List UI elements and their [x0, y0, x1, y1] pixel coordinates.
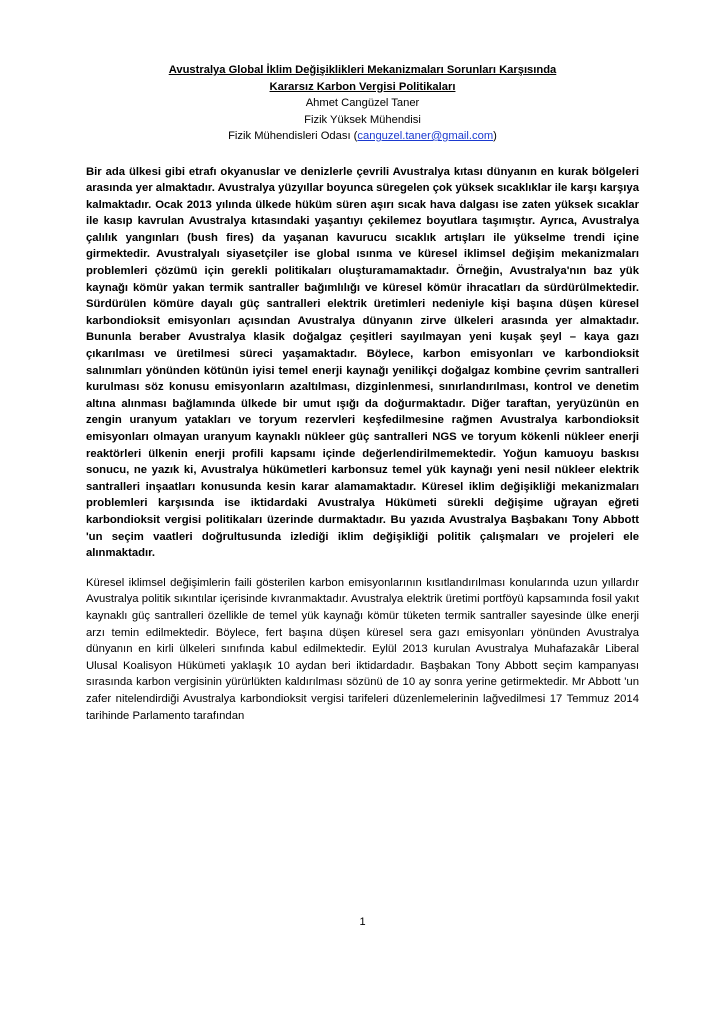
page-number: 1 [359, 916, 366, 928]
page-title-line-2: Kararsız Karbon Vergisi Politikaları [269, 80, 456, 93]
author-role: Fizik Yüksek Mühendisi [304, 113, 421, 126]
author-name: Ahmet Cangüzel Taner [305, 97, 420, 109]
author-organization [86, 128, 639, 145]
document-body [86, 164, 639, 725]
paragraph-1: Bir ada ülkesi gibi etrafı okyanuslar ve denizlerle çevrili Avustralya kıtası dünyanın en kurak bölgeleri arasında yer almaktadır. Avustralya yüzyıllar boyunca süregelen çok yüksek sıcaklıklar ile karşı karşıya kalmaktadır. Ocak 2013 yılında ülkede hüküm süren aşırı sıcak hava dalgası ise zaten yüksek sıcaklar ile kasıp kavrulan Avustralya kıtasındaki yaşantıyı çekilemez boyutlara taşımıştır. Ayrıca, Avustralya çalılık yangınları (bush fires) da yaşanan kavurucu sıcaklık artışları ile yükselme trendi içine girmektedir. Avustralyalı siyasetçiler ise global ısınma ve küresel iklimsel değişim mekanizmaları problemleri çözümü için gerekli politikaları oluşturamamaktadır. Örneğin, Avustralya'nın baz yük kaynağı kömür yakan termik santraller bağımlılığı ve küresel kömür ihracatları da sürdürülmektedir. Sürdürülen kömüre dayalı güç santralleri elektrik üretimleri nedeniyle kişi başına düşen küresel karbondioksit emisyonları açısından Avustralya dünyanın zirve ülkeleri arasında yer almaktadır. Bununla beraber Avustralya klasik doğalgaz çeşitleri sayılmayan yeni kuşak şeyl – kaya gazı çıkarılması ve üretilmesi süreci yaşamaktadır. Böylece, karbon emisyonları ve karbondioksit salınımları yönünden kötünün iyisi temel enerji kaynağı yenilikçi doğalgaz kombine çevrim santralleri kurulması söz konusu emisyonların azaltılması, dizginlenmesi, sınırlandırılması, kontrol ve denetim altına alınması bağlamında ülkede bir umut ışığı da doğurmaktadır. Diğer taraftan, yeryüzünün en zengin uranyum yatakları ve toryum rezervleri keşfedilmesine rağmen Avustralya karbondioksit emisyonları olmayan uranyum kaynaklı nükleer güç santralleri NGS ve toryum kökenli nükleer enerji reaktörleri ülkenin enerji profili kapsamı içinde değerlendirilmemektedir. Yoğun kamuoyu baskısı sonucu, ne yazık ki, Avustralya hükümetleri karbonsuz temel yük kaynağı yeni nesil nükleer elektrik santralleri inşaatları konusunda kesin karar alamamaktadır. Küresel iklim değişikliği mekanizmaları problemleri karşısında ise iktidardaki Avustralya Hükümeti sürekli değişime uğrayan eğreti karbondioksit vergisi politikaları üzerinde durmaktadır. Bu yazıda Avustralya Başbakanı Tony Abbott 'un seçim vaatleri doğrultusunda izlediği iklim değişikliği politik çalışmaları ve projeleri ele alınmaktadır. [86, 165, 639, 560]
author-email-link[interactable]: canguzel.taner@gmail.com [357, 130, 494, 142]
document-header [86, 62, 639, 145]
org-prefix: Fizik Mühendisleri Odası ( [228, 130, 358, 142]
page-title-line-1: Avustralya Global İklim Değişiklikleri Mekanizmaları Sorunları Karşısında [168, 64, 557, 76]
org-suffix: ) [493, 130, 497, 142]
paragraph-2: Küresel iklimsel değişimlerin faili gösterilen karbon emisyonlarının kısıtlandırılması konularında uzun yıllardır Avustralya politik sıkıntılar içerisinde kıvranmaktadır. Avustralya elektrik üretimi portföyü kapsamında fosil yakıt kaynaklı güç santralleri özellikle de temel yük kaynağı kömür tüketen termik santraller sayesinde ülke enerji arzı temin edilmektedir. Böylece, fert başına düşen küresel sera gazı emisyonları yönünden Avustralya dünyanın en kirli ülkeleri sınıfında kabul edilmektedir. Eylül 2013 kurulan Avustralya Muhafazakâr Liberal Ulusal Koalisyon Hükümeti yaklaşık 10 aydan beri iktidardadır. Başbakan Tony Abbott seçim kampanyası sırasında karbon vergisinin yürürlükten kaldırılması sözünü de 10 ay sonra yerine getirmektedir. Mr Abbott 'un zafer nitelendirdiği Avustralya karbondioksit vergisi tarifeleri düzenlemelerinin lağvedilmesi 17 Temmuz 2014 tarihinde Parlamento tarafından [86, 576, 639, 722]
